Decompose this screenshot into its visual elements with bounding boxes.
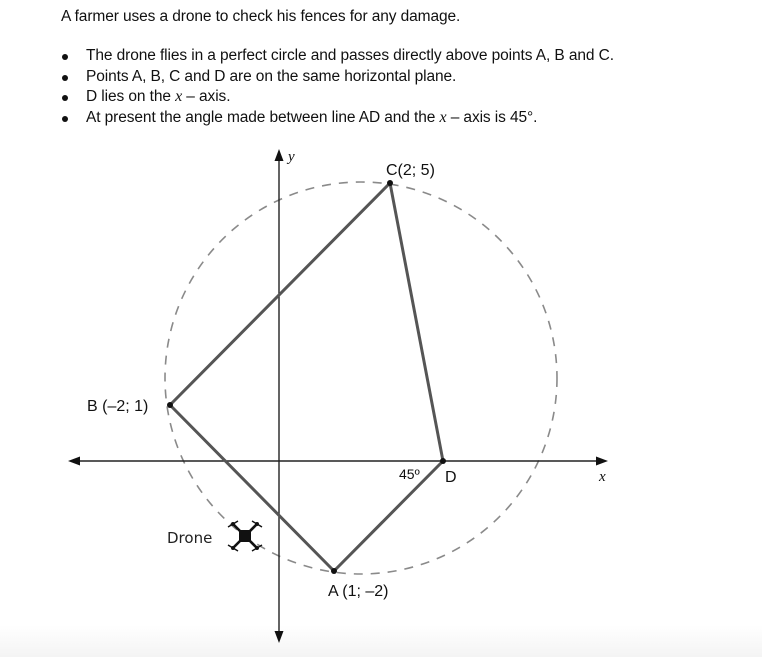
bullet-item: Points A, B, C and D are on the same horizontal plane.	[60, 67, 614, 88]
drone-label: Drone	[167, 529, 213, 547]
bullet-item: The drone flies in a perfect circle and passes directly above points A, B and C.	[60, 46, 614, 67]
bullet-item: D lies on the x – axis.	[60, 87, 614, 108]
flight-circle	[165, 182, 557, 574]
fence-lines	[170, 183, 443, 571]
label-A: A (1; –2)	[328, 583, 389, 600]
x-axis	[68, 457, 608, 466]
line-BC	[170, 183, 390, 405]
bullet-item: At present the angle made between line AD and the x – axis is 45°.	[60, 108, 614, 129]
y-axis-label: y	[288, 149, 295, 165]
point-D	[440, 458, 446, 464]
y-axis	[275, 149, 284, 643]
intro-text: A farmer uses a drone to check his fences for any damage.	[61, 8, 461, 25]
line-CD	[390, 183, 443, 461]
line-DA	[334, 461, 443, 571]
drone-icon	[228, 521, 262, 551]
point-A	[331, 568, 337, 574]
label-D: D	[445, 469, 457, 486]
point-B	[167, 402, 173, 408]
x-axis-label: x	[599, 469, 606, 485]
label-B: B (–2; 1)	[87, 398, 149, 415]
label-C: C(2; 5)	[386, 162, 435, 179]
angle-label: 45º	[399, 466, 420, 482]
point-C	[387, 180, 393, 186]
